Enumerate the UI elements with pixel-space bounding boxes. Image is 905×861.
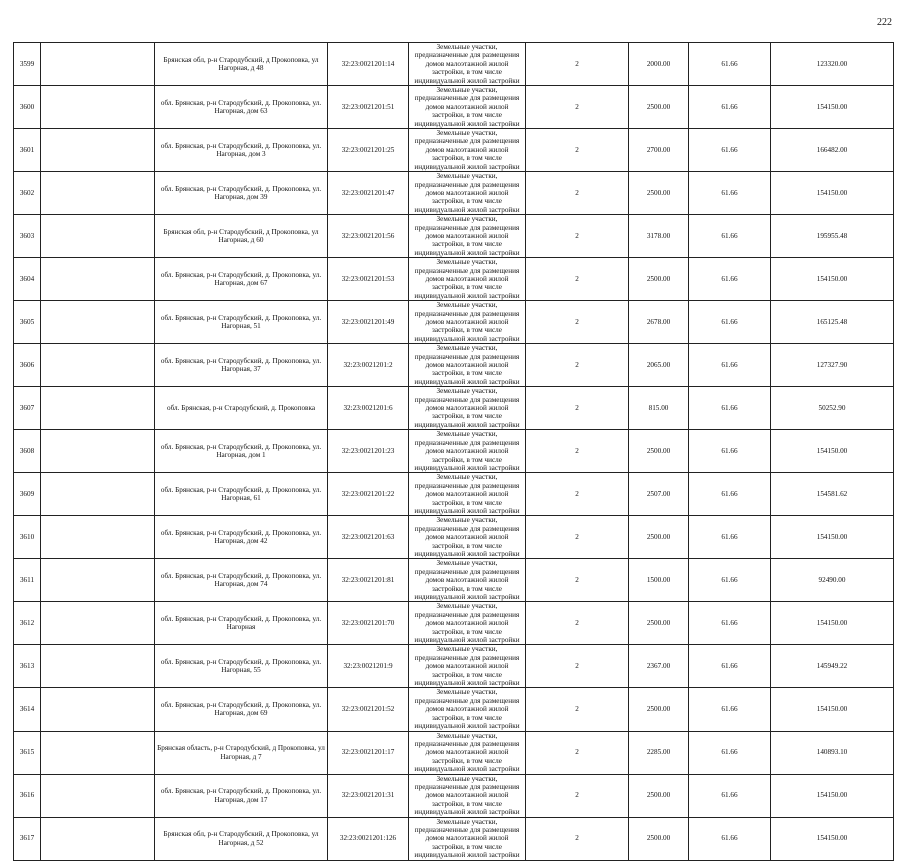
area-cell: 2367.00 [629, 645, 689, 688]
blank-cell [41, 430, 155, 473]
cadastral-number-cell: 32:23:0021201:23 [328, 430, 409, 473]
group-code-cell: 2 [526, 172, 629, 215]
address-cell: обл. Брянская, р-н Стародубский, д. Прокоповка, ул. Нагорная, дом 1 [155, 430, 328, 473]
cadastral-number-cell: 32:23:0021201:9 [328, 645, 409, 688]
table-row [14, 559, 894, 602]
address-cell: Брянская обл, р-н Стародубский, д Прокоповка, ул Нагорная, д 48 [155, 43, 328, 86]
cadastral-number-cell: 32:23:0021201:53 [328, 258, 409, 301]
area-cell: 2500.00 [629, 516, 689, 559]
address-cell: Брянская область, р-н Стародубский, д Прокоповка, ул Нагорная, д 7 [155, 731, 328, 774]
land-use-cell: Земельные участки, предназначенные для размещения домов малоэтажной жилой застройки, в том числе индивидуальной жилой застройки [409, 387, 526, 430]
land-use-cell: Земельные участки, предназначенные для размещения домов малоэтажной жилой застройки, в том числе индивидуальной жилой застройки [409, 559, 526, 602]
address-cell: обл. Брянская, р-н Стародубский, д. Прокоповка, ул. Нагорная, дом 39 [155, 172, 328, 215]
cadastral-value-cell: 154150.00 [771, 774, 894, 817]
area-cell: 2500.00 [629, 258, 689, 301]
specific-value-cell: 61.66 [689, 430, 771, 473]
specific-value-cell: 61.66 [689, 559, 771, 602]
table-row [14, 129, 894, 172]
land-use-cell: Земельные участки, предназначенные для размещения домов малоэтажной жилой застройки, в том числе индивидуальной жилой застройки [409, 430, 526, 473]
cadastral-number-cell: 32:23:0021201:70 [328, 602, 409, 645]
cadastral-registry-table [13, 42, 894, 861]
table-row [14, 301, 894, 344]
table-row [14, 817, 894, 860]
specific-value-cell: 61.66 [689, 344, 771, 387]
blank-cell [41, 774, 155, 817]
area-cell: 2507.00 [629, 473, 689, 516]
land-use-cell: Земельные участки, предназначенные для размещения домов малоэтажной жилой застройки, в том числе индивидуальной жилой застройки [409, 602, 526, 645]
row-number-cell: 3605 [14, 301, 41, 344]
cadastral-number-cell: 32:23:0021201:25 [328, 129, 409, 172]
specific-value-cell: 61.66 [689, 473, 771, 516]
land-use-cell: Земельные участки, предназначенные для размещения домов малоэтажной жилой застройки, в том числе индивидуальной жилой застройки [409, 774, 526, 817]
cadastral-value-cell: 127327.90 [771, 344, 894, 387]
area-cell: 1500.00 [629, 559, 689, 602]
group-code-cell: 2 [526, 645, 629, 688]
address-cell: обл. Брянская, р-н Стародубский, д. Прокоповка, ул. Нагорная, 61 [155, 473, 328, 516]
group-code-cell: 2 [526, 258, 629, 301]
address-cell: обл. Брянская, р-н Стародубский, д. Прокоповка, ул. Нагорная, дом 63 [155, 86, 328, 129]
land-use-cell: Земельные участки, предназначенные для размещения домов малоэтажной жилой застройки, в том числе индивидуальной жилой застройки [409, 731, 526, 774]
group-code-cell: 2 [526, 731, 629, 774]
specific-value-cell: 61.66 [689, 258, 771, 301]
group-code-cell: 2 [526, 344, 629, 387]
blank-cell [41, 344, 155, 387]
cadastral-number-cell: 32:23:0021201:49 [328, 301, 409, 344]
table-row [14, 731, 894, 774]
row-number-cell: 3599 [14, 43, 41, 86]
cadastral-value-cell: 165125.48 [771, 301, 894, 344]
area-cell: 2000.00 [629, 43, 689, 86]
land-use-cell: Земельные участки, предназначенные для размещения домов малоэтажной жилой застройки, в том числе индивидуальной жилой застройки [409, 817, 526, 860]
cadastral-number-cell: 32:23:0021201:51 [328, 86, 409, 129]
registry-body [14, 43, 894, 861]
table-row [14, 86, 894, 129]
cadastral-value-cell: 92490.00 [771, 559, 894, 602]
table-row [14, 172, 894, 215]
specific-value-cell: 61.66 [689, 731, 771, 774]
page-number: 222 [877, 17, 892, 28]
address-cell: обл. Брянская, р-н Стародубский, д. Прокоповка [155, 387, 328, 430]
cadastral-number-cell: 32:23:0021201:31 [328, 774, 409, 817]
blank-cell [41, 602, 155, 645]
address-cell: обл. Брянская, р-н Стародубский, д. Прокоповка, ул. Нагорная, дом 3 [155, 129, 328, 172]
address-cell: обл. Брянская, р-н Стародубский, д. Прокоповка, ул. Нагорная, 37 [155, 344, 328, 387]
cadastral-value-cell: 154150.00 [771, 516, 894, 559]
blank-cell [41, 172, 155, 215]
group-code-cell: 2 [526, 774, 629, 817]
group-code-cell: 2 [526, 215, 629, 258]
area-cell: 2500.00 [629, 688, 689, 731]
group-code-cell: 2 [526, 473, 629, 516]
row-number-cell: 3612 [14, 602, 41, 645]
cadastral-value-cell: 154150.00 [771, 602, 894, 645]
blank-cell [41, 817, 155, 860]
table-row [14, 258, 894, 301]
address-cell: обл. Брянская, р-н Стародубский, д. Прокоповка, ул. Нагорная, дом 42 [155, 516, 328, 559]
cadastral-number-cell: 32:23:0021201:47 [328, 172, 409, 215]
area-cell: 2285.00 [629, 731, 689, 774]
cadastral-value-cell: 195955.48 [771, 215, 894, 258]
table-row [14, 344, 894, 387]
address-cell: Брянская обл, р-н Стародубский, д Прокоповка, ул Нагорная, д 52 [155, 817, 328, 860]
blank-cell [41, 86, 155, 129]
blank-cell [41, 473, 155, 516]
group-code-cell: 2 [526, 301, 629, 344]
area-cell: 2500.00 [629, 602, 689, 645]
table-row [14, 43, 894, 86]
group-code-cell: 2 [526, 430, 629, 473]
specific-value-cell: 61.66 [689, 516, 771, 559]
specific-value-cell: 61.66 [689, 688, 771, 731]
cadastral-number-cell: 32:23:0021201:2 [328, 344, 409, 387]
land-use-cell: Земельные участки, предназначенные для размещения домов малоэтажной жилой застройки, в том числе индивидуальной жилой застройки [409, 215, 526, 258]
cadastral-value-cell: 123320.00 [771, 43, 894, 86]
group-code-cell: 2 [526, 516, 629, 559]
blank-cell [41, 215, 155, 258]
address-cell: обл. Брянская, р-н Стародубский, д. Прокоповка, ул. Нагорная, 55 [155, 645, 328, 688]
specific-value-cell: 61.66 [689, 645, 771, 688]
row-number-cell: 3607 [14, 387, 41, 430]
table-row [14, 516, 894, 559]
row-number-cell: 3603 [14, 215, 41, 258]
land-use-cell: Земельные участки, предназначенные для размещения домов малоэтажной жилой застройки, в том числе индивидуальной жилой застройки [409, 86, 526, 129]
group-code-cell: 2 [526, 559, 629, 602]
table-row [14, 430, 894, 473]
land-use-cell: Земельные участки, предназначенные для размещения домов малоэтажной жилой застройки, в том числе индивидуальной жилой застройки [409, 43, 526, 86]
blank-cell [41, 731, 155, 774]
group-code-cell: 2 [526, 688, 629, 731]
area-cell: 2500.00 [629, 172, 689, 215]
table-row [14, 774, 894, 817]
address-cell: Брянская обл, р-н Стародубский, д Прокоповка, ул Нагорная, д 60 [155, 215, 328, 258]
group-code-cell: 2 [526, 43, 629, 86]
land-use-cell: Земельные участки, предназначенные для размещения домов малоэтажной жилой застройки, в том числе индивидуальной жилой застройки [409, 172, 526, 215]
area-cell: 3178.00 [629, 215, 689, 258]
cadastral-value-cell: 154150.00 [771, 258, 894, 301]
specific-value-cell: 61.66 [689, 215, 771, 258]
land-use-cell: Земельные участки, предназначенные для размещения домов малоэтажной жилой застройки, в том числе индивидуальной жилой застройки [409, 473, 526, 516]
cadastral-value-cell: 154150.00 [771, 817, 894, 860]
table-row [14, 473, 894, 516]
area-cell: 2065.00 [629, 344, 689, 387]
area-cell: 2678.00 [629, 301, 689, 344]
land-use-cell: Земельные участки, предназначенные для размещения домов малоэтажной жилой застройки, в том числе индивидуальной жилой застройки [409, 258, 526, 301]
land-use-cell: Земельные участки, предназначенные для размещения домов малоэтажной жилой застройки, в том числе индивидуальной жилой застройки [409, 645, 526, 688]
blank-cell [41, 387, 155, 430]
land-use-cell: Земельные участки, предназначенные для размещения домов малоэтажной жилой застройки, в том числе индивидуальной жилой застройки [409, 688, 526, 731]
group-code-cell: 2 [526, 86, 629, 129]
specific-value-cell: 61.66 [689, 301, 771, 344]
cadastral-number-cell: 32:23:0021201:52 [328, 688, 409, 731]
specific-value-cell: 61.66 [689, 774, 771, 817]
cadastral-value-cell: 154150.00 [771, 86, 894, 129]
table-row [14, 645, 894, 688]
row-number-cell: 3604 [14, 258, 41, 301]
cadastral-value-cell: 145949.22 [771, 645, 894, 688]
specific-value-cell: 61.66 [689, 86, 771, 129]
cadastral-number-cell: 32:23:0021201:81 [328, 559, 409, 602]
row-number-cell: 3610 [14, 516, 41, 559]
land-use-cell: Земельные участки, предназначенные для размещения домов малоэтажной жилой застройки, в том числе индивидуальной жилой застройки [409, 344, 526, 387]
row-number-cell: 3616 [14, 774, 41, 817]
area-cell: 2500.00 [629, 774, 689, 817]
blank-cell [41, 559, 155, 602]
address-cell: обл. Брянская, р-н Стародубский, д. Прокоповка, ул. Нагорная, дом 17 [155, 774, 328, 817]
address-cell: обл. Брянская, р-н Стародубский, д. Прокоповка, ул. Нагорная, дом 67 [155, 258, 328, 301]
row-number-cell: 3611 [14, 559, 41, 602]
cadastral-number-cell: 32:23:0021201:63 [328, 516, 409, 559]
address-cell: обл. Брянская, р-н Стародубский, д. Прокоповка, ул. Нагорная, дом 74 [155, 559, 328, 602]
group-code-cell: 2 [526, 602, 629, 645]
specific-value-cell: 61.66 [689, 602, 771, 645]
cadastral-value-cell: 154150.00 [771, 172, 894, 215]
cadastral-value-cell: 154581.62 [771, 473, 894, 516]
row-number-cell: 3617 [14, 817, 41, 860]
table-row [14, 688, 894, 731]
cadastral-number-cell: 32:23:0021201:56 [328, 215, 409, 258]
land-use-cell: Земельные участки, предназначенные для размещения домов малоэтажной жилой застройки, в том числе индивидуальной жилой застройки [409, 301, 526, 344]
group-code-cell: 2 [526, 129, 629, 172]
address-cell: обл. Брянская, р-н Стародубский, д. Прокоповка, ул. Нагорная, 51 [155, 301, 328, 344]
blank-cell [41, 43, 155, 86]
cadastral-value-cell: 154150.00 [771, 688, 894, 731]
table-row [14, 602, 894, 645]
row-number-cell: 3606 [14, 344, 41, 387]
cadastral-value-cell: 166482.00 [771, 129, 894, 172]
cadastral-value-cell: 140893.10 [771, 731, 894, 774]
cadastral-number-cell: 32:23:0021201:22 [328, 473, 409, 516]
blank-cell [41, 645, 155, 688]
table-row [14, 215, 894, 258]
blank-cell [41, 688, 155, 731]
address-cell: обл. Брянская, р-н Стародубский, д. Прокоповка, ул. Нагорная [155, 602, 328, 645]
area-cell: 2500.00 [629, 817, 689, 860]
area-cell: 815.00 [629, 387, 689, 430]
cadastral-number-cell: 32:23:0021201:6 [328, 387, 409, 430]
area-cell: 2500.00 [629, 86, 689, 129]
blank-cell [41, 516, 155, 559]
area-cell: 2700.00 [629, 129, 689, 172]
row-number-cell: 3608 [14, 430, 41, 473]
row-number-cell: 3601 [14, 129, 41, 172]
row-number-cell: 3600 [14, 86, 41, 129]
cadastral-number-cell: 32:23:0021201:14 [328, 43, 409, 86]
specific-value-cell: 61.66 [689, 43, 771, 86]
group-code-cell: 2 [526, 817, 629, 860]
specific-value-cell: 61.66 [689, 172, 771, 215]
row-number-cell: 3602 [14, 172, 41, 215]
specific-value-cell: 61.66 [689, 817, 771, 860]
row-number-cell: 3614 [14, 688, 41, 731]
specific-value-cell: 61.66 [689, 387, 771, 430]
row-number-cell: 3613 [14, 645, 41, 688]
blank-cell [41, 129, 155, 172]
group-code-cell: 2 [526, 387, 629, 430]
area-cell: 2500.00 [629, 430, 689, 473]
cadastral-value-cell: 154150.00 [771, 430, 894, 473]
row-number-cell: 3609 [14, 473, 41, 516]
land-use-cell: Земельные участки, предназначенные для размещения домов малоэтажной жилой застройки, в том числе индивидуальной жилой застройки [409, 516, 526, 559]
row-number-cell: 3615 [14, 731, 41, 774]
table-row [14, 387, 894, 430]
blank-cell [41, 258, 155, 301]
cadastral-number-cell: 32:23:0021201:17 [328, 731, 409, 774]
cadastral-value-cell: 50252.90 [771, 387, 894, 430]
address-cell: обл. Брянская, р-н Стародубский, д. Прокоповка, ул. Нагорная, дом 69 [155, 688, 328, 731]
land-use-cell: Земельные участки, предназначенные для размещения домов малоэтажной жилой застройки, в том числе индивидуальной жилой застройки [409, 129, 526, 172]
cadastral-number-cell: 32:23:0021201:126 [328, 817, 409, 860]
specific-value-cell: 61.66 [689, 129, 771, 172]
blank-cell [41, 301, 155, 344]
